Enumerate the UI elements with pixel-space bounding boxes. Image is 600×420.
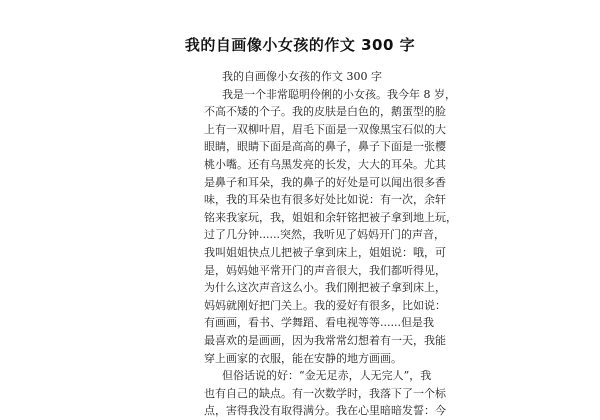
article-body <box>204 68 457 420</box>
article-line: 桃小嘴。还有乌黑发亮的长发，大大的耳朵。尤其 <box>204 157 446 171</box>
article-line: 上有一双柳叶眉，眉毛下面是一双像黑宝石似的大 <box>204 122 446 136</box>
article-line: 铭来我家玩，我，姐姐和余轩铭把被子拿到地上玩， <box>204 210 457 224</box>
article-line: 穿上画家的衣服，能在安静的地方画画。 <box>204 351 402 365</box>
article-line: 妈妈就刚好把门关上。我的爱好有很多，比如说： <box>204 298 446 312</box>
article-line: 最喜欢的是画画，因为我常常幻想着有一天，我能 <box>204 333 446 347</box>
article-line: 过了几分钟......突然，我听见了妈妈开门的声音， <box>204 228 445 242</box>
article-line: 但俗话说的好：“金无足赤，人无完人”，我 <box>222 369 432 383</box>
article-line: 我是一个非常聪明伶俐的小女孩。我今年 8 岁， <box>222 87 456 101</box>
article-line: 也有自己的缺点。有一次数学时，我落下了一个标 <box>204 386 446 400</box>
article-line: 味，我的耳朵也有很多好处比如说：有一次，余轩 <box>204 193 446 207</box>
article-line: 有画画，看书、学舞蹈、看电视等等......但是我 <box>204 316 434 330</box>
page-title: 我的自画像小女孩的作文 300 字 <box>184 36 416 54</box>
article-line: 点，害得我没有取得满分。我在心里暗暗发誓：今 <box>204 404 446 418</box>
article-line: 我的自画像小女孩的作文 300 字 <box>222 70 382 83</box>
article-line: 我叫姐姐快点儿把被子拿到床上，姐姐说：哦，可 <box>204 245 446 259</box>
article-line: 是鼻子和耳朵，我的鼻子的好处是可以闻出很多香 <box>204 175 446 189</box>
article-line: 不高不矮的个子。我的皮肤是白色的，鹅蛋型的脸 <box>204 105 446 119</box>
article-line: 眼睛，眼睛下面是高高的鼻子，鼻子下面是一张樱 <box>204 140 446 154</box>
article-line: 为什么这次声音这么小。我们刚把被子拿到床上， <box>204 281 446 295</box>
article-line: 是，妈妈她平常开门的声音很大，我们都听得见， <box>204 263 446 277</box>
